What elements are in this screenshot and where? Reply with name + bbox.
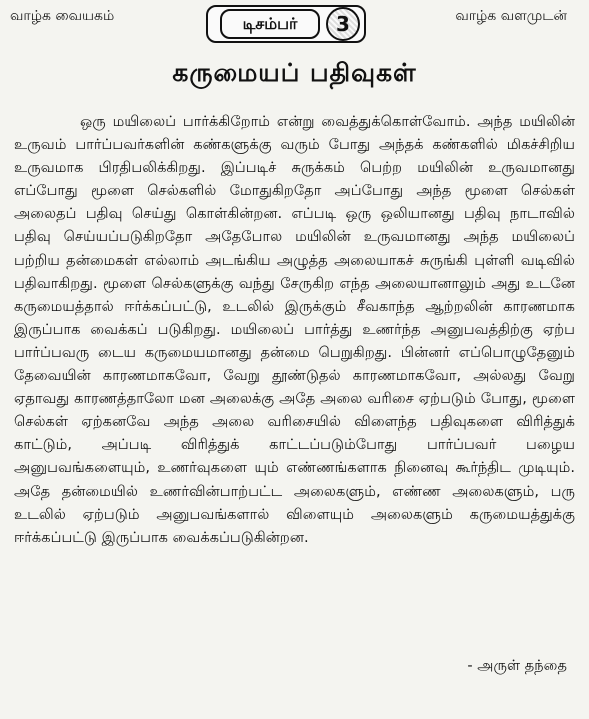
header-right-text: வாழ்க வளமுடன் [455,8,567,24]
month-label: டிசம்பர் [220,9,320,39]
body-text [14,110,575,549]
day-number: 3 [326,7,360,41]
page-title: கருமையப் பதிவுகள் [172,58,417,87]
header-left-text: வாழ்க வையகம் [10,8,115,24]
body-paragraph: ஒரு மயிலைப் பார்க்கிறோம் என்று வைத்துக்கொள்வோம். அந்த மயிலின் உருவம் பார்ப்பவர்களின் கண்களுக்கு வரும் போது அந்தக் கண்களில் மிகச்சிறிய உருவமாக பிரதிபலிக்கிறது. இப்படிச் சுருக்கம் பெற்ற மயிலின் உருவமானது எப்போது மூளை செல்களில் மோதுகிறதோ அப்போது அந்த மூளை செல்கள் அலைதப் பதிவு செய்து கொள்கின்றன. எப்படி ஒரு ஒலியானது பதிவு நாடாவில் பதிவு செய்யப்படுகிறதோ அதேபோல மயிலின் உருவமானது அந்த மயிலைப் பற்றிய தன்மைகள் எல்லாம் அடங்கிய அழுத்த அலையாகச் சுருங்கி புள்ளி வடிவில் பதிவாகிறது. மூளை செல்களுக்கு வந்து சேருகிற எந்த அலையானாலும் அது உடனே கருமையத்தால் ஈர்க்கப்பட்டு, உடலில் இருக்கும் சீவகாந்த ஆற்றலின் காரணமாக இருப்பாக வைக்கப் படுகிறது. மயிலைப் பார்த்து உணர்ந்த அனுபவத்திற்கு ஏற்ப பார்ப்பவரு டைய கருமையமானது தன்மை பெறுகிறது. பின்னர் எப்பொழுதேனும் தேவையின் காரணமாகவோ, வேறு தூண்டுதல் காரணமாகவோ, அல்லது வேறு ஏதாவது காரணத்தாலோ மன அலைக்கு அதே அலை வரிசை ஏற்படும் போது, மூளை செல்கள் ஏற்கனவே அந்த அலை வரிசையில் விளைந்த பதிவுகளை விரித்துக் காட்டும், அப்படி விரித்துக் காட்டப்படும்போது பார்ப்பவர் பழைய அனுபவங்களையும், உணர்வுகளை யும் எண்ணங்களாக நினைவு கூர்ந்திட முடியும். அதே தன்மையில் உணர்வின்பாற்பட்ட அலைகளும், எண்ண அலைகளும், பரு உடலில் ஏற்படும் அனுபவங்களால் விளையும் அலைகளும் கருமையத்துக்கு ஈர்க்கப்பட்டு இருப்பாக வைக்கப்படுகின்றன. [14,113,575,546]
signature: - அருள் தந்தை [467,657,567,674]
date-box [206,5,366,43]
